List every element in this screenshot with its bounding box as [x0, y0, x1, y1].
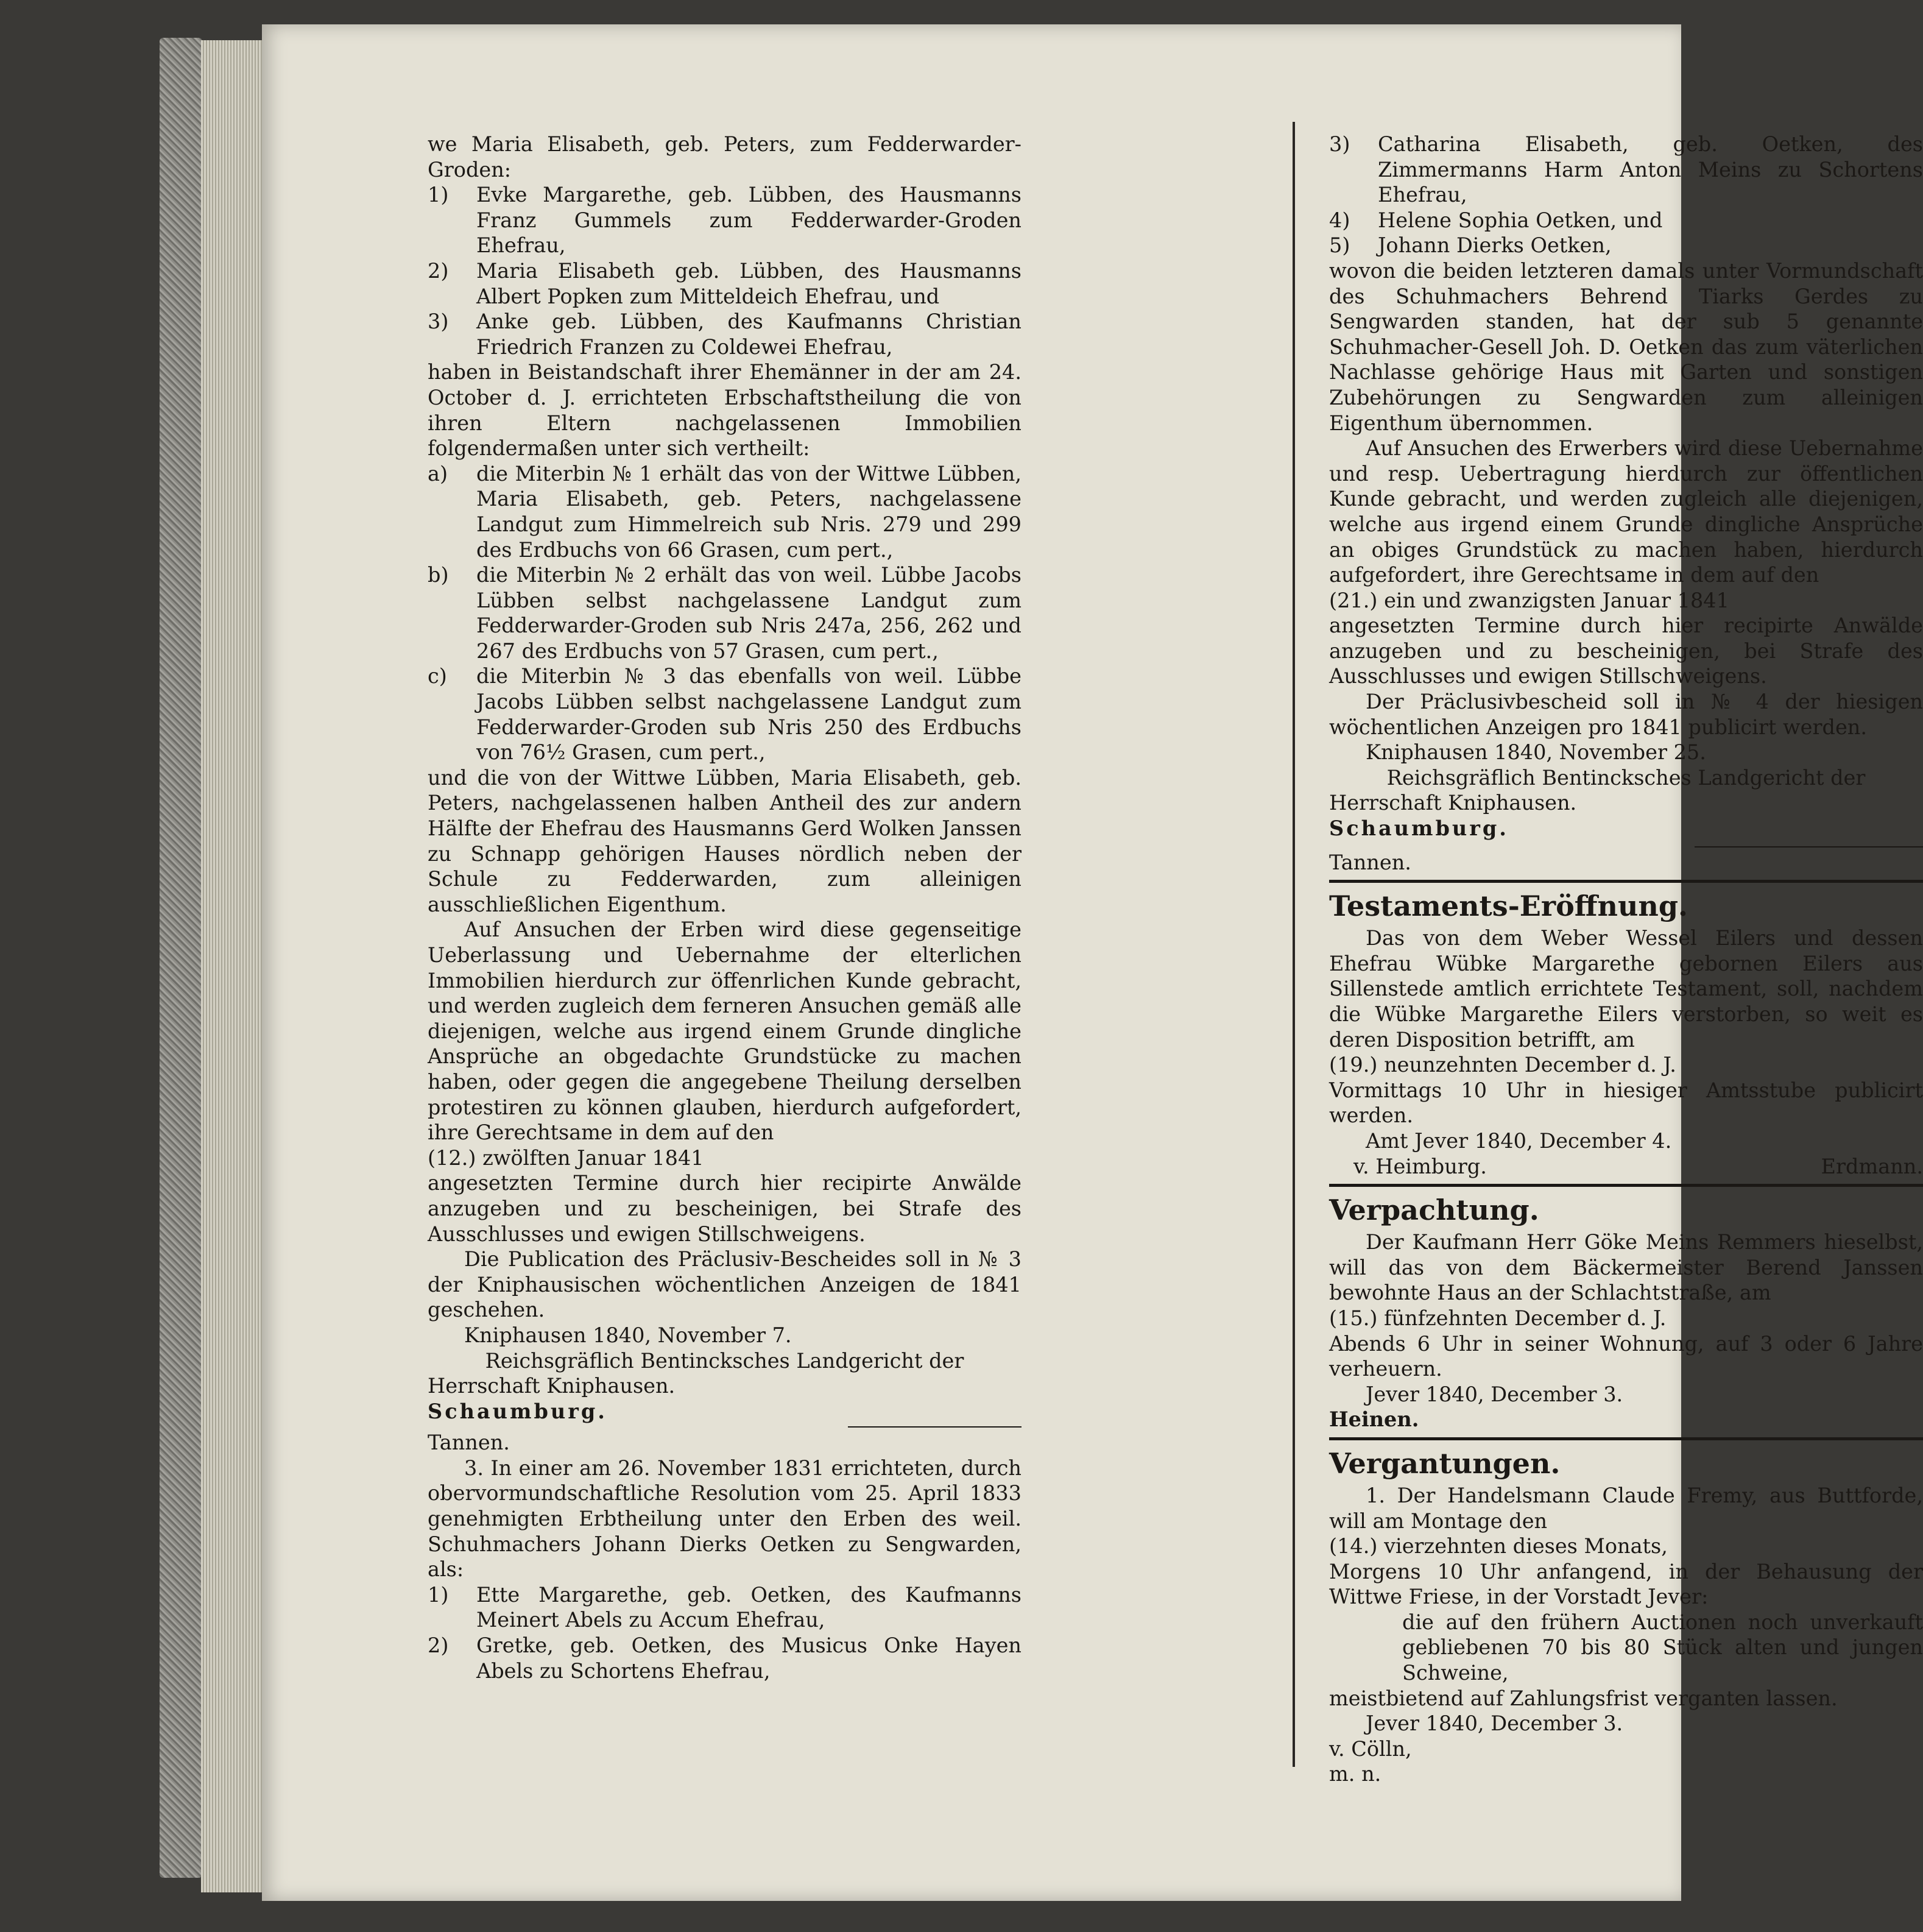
dateline: Kniphausen 1840, November 7. — [464, 1323, 792, 1347]
list-item — [428, 461, 1021, 562]
item-number: 4) — [1329, 208, 1350, 232]
list-item — [428, 562, 1021, 663]
section-rule — [1329, 1184, 1923, 1187]
list-item — [428, 182, 1021, 258]
signature: Tannen. — [428, 1431, 510, 1455]
signature: v. Heimburg. — [1353, 1154, 1487, 1178]
list-item — [428, 258, 1021, 309]
term-date: (12.) zwölften Januar 1841 — [428, 1145, 704, 1170]
list-item — [1329, 132, 1923, 208]
heirs-list-2 — [428, 1582, 1021, 1683]
signature: v. Cölln, — [1329, 1736, 1412, 1761]
signature-row — [1329, 1154, 1923, 1180]
list-item — [428, 309, 1021, 359]
item-number: 5) — [1329, 233, 1350, 258]
section-heading-testament: Testaments-Eröffnung. — [1329, 890, 1688, 923]
shares-list — [428, 461, 1021, 765]
item-letter: a) — [428, 461, 448, 486]
list-item — [1329, 233, 1923, 258]
right-column — [1329, 132, 1923, 1787]
signature: Schaumburg. — [428, 1399, 607, 1423]
list-item — [428, 1633, 1021, 1683]
paragraph: Der Präclusivbescheid soll in № 4 der hiesigen wöchentlichen Anzeigen pro 1841 publicirt werden. — [1329, 690, 1923, 739]
paragraph: wovon die beiden letzteren damals unter Vormundschaft des Schuhmachers Behrend Tiarks Gerdes zu Sengwarden standen, hat der sub 5 genannte Schuhmacher-Gesell Joh. D. Oetken das zum väterlichen Nachlasse gehörige Haus mit Garten und sonstigen Zubehörungen zu Sengwarden zum alleinigen Eigenthum übernommen. — [1329, 258, 1923, 435]
list-item — [1329, 208, 1923, 233]
paragraph: Der Kaufmann Herr Göke Meins Remmers hieselbst, will das von dem Bäckermeister Berend Janssen bewohnte Haus an der Schlachtstraße, am — [1329, 1230, 1923, 1305]
item-number: 2) — [428, 258, 449, 283]
item-letter: b) — [428, 563, 449, 587]
item-text: die Miterbin № 2 erhält das von weil. Lübbe Jacobs Lübben selbst nachgelassene Landgut zum Fedderwarder-Groden sub Nris 247a, 256, 262 und 267 des Erdbuchs von 57 Grasen, cum pert., — [476, 563, 1021, 663]
item-text: die Miterbin № 3 das ebenfalls von weil. Lübbe Jacobs Lübben selbst nachgelassene Landgut zum Fedderwarder-Groden sub Nris 250 des Erdbuchs von 76½ Grasen, cum pert., — [476, 664, 1021, 765]
dateline: Kniphausen 1840, November 25. — [1366, 740, 1706, 765]
item-text: Johann Dierks Oetken, — [1378, 233, 1612, 258]
paragraph: 3. In einer am 26. November 1831 errichteten, durch obervormundschaftliche Resolution vom 25. April 1833 genehmigten Erbtheilung unter den Erben des weil. Schuhmachers Johann Dierks Oetken zu Sengwarden, als: — [428, 1456, 1021, 1582]
section-rule — [1329, 1437, 1923, 1440]
paragraph: Auf Ansuchen des Erwerbers wird diese Uebernahme und resp. Uebertragung hierdurch zur öffentlichen Kunde gebracht, und werden zugleich alle diejenigen, welche aus irgend einem Grunde dingliche Ansprüche an obiges Grundstück zu machen haben, hierdurch aufgefordert, ihre Gerechtsame in dem auf den — [1329, 436, 1923, 587]
paragraph: die auf den frühern Auctionen noch unverkauft gebliebenen 70 bis 80 Stück alten und jungen Schweine, — [1402, 1610, 1923, 1685]
paragraph: haben in Beistandschaft ihrer Ehemänner in der am 24. October d. J. errichteten Erbschaftstheilung die von ihren Eltern nachgelassenen Immobilien folgendermaßen unter sich vertheilt: — [428, 360, 1021, 461]
dateline: Jever 1840, December 3. — [1366, 1711, 1623, 1736]
list-item — [428, 1582, 1021, 1633]
heirs-list-3 — [1329, 132, 1923, 258]
paragraph: Das von dem Weber Wessel Eilers und dessen Ehefrau Wübke Margarethe gebornen Eilers aus Sillenstede amtlich errichtete Testament, soll, nachdem die Wübke Margarethe Eilers verstorben, so weit es deren Disposition betrifft, am — [1329, 926, 1923, 1052]
item-text: die Miterbin № 1 erhält das von der Wittwe Lübben, Maria Elisabeth, geb. Peters, nachgelassene Landgut zum Himmelreich sub Nris. 279 und 299 des Erdbuchs von 66 Grasen, cum pert., — [476, 461, 1021, 562]
item-text: Catharina Elisabeth, geb. Oetken, des Zimmermanns Harm Anton Meins zu Schortens Ehefrau, — [1378, 132, 1923, 207]
intro-text: we Maria Elisabeth, geb. Peters, zum Fedderwarder-Groden: — [428, 132, 1021, 182]
term-date: (21.) ein und zwanzigsten Januar 1841 — [1329, 588, 1729, 612]
signature: Erdmann. — [1821, 1154, 1923, 1178]
paragraph: angesetzten Termine durch hier recipirte Anwälde anzugeben und zu bescheinigen, bei Strafe des Ausschlusses und ewigen Stillschweigens. — [1329, 614, 1923, 688]
signature: Schaumburg. — [1329, 816, 1509, 841]
signature: Heinen. — [1329, 1407, 1419, 1432]
paragraph: Abends 6 Uhr in seiner Wohnung, auf 3 oder 6 Jahre verheuern. — [1329, 1331, 1923, 1381]
section-heading-vergantungen: Vergantungen. — [1329, 1446, 1561, 1480]
column-divider — [1293, 122, 1295, 1767]
signature-rule — [1695, 846, 1923, 847]
item-number: 1) — [428, 183, 449, 207]
item-text: Gretke, geb. Oetken, des Musicus Onke Hayen Abels zu Schortens Ehefrau, — [476, 1633, 1021, 1683]
item-text: Anke geb. Lübben, des Kaufmanns Christian Friedrich Franzen zu Coldewei Ehefrau, — [476, 310, 1021, 359]
list-item — [428, 663, 1021, 765]
signature: Tannen. — [1329, 850, 1411, 874]
item-number: 3) — [1329, 132, 1350, 156]
paragraph: Die Publication des Präclusiv-Bescheides soll in № 3 der Kniphausischen wöchentlichen Anzeigen de 1841 geschehen. — [428, 1247, 1021, 1322]
signature-rule — [848, 1426, 1021, 1428]
item-number: 2) — [428, 1633, 449, 1658]
paragraph: 1. Der Handelsmann Claude Fremy, aus Buttforde, will am Montage den — [1329, 1483, 1923, 1533]
dateline: Jever 1840, December 3. — [1366, 1382, 1623, 1406]
paragraph: Vormittags 10 Uhr in hiesiger Amtsstube publicirt werden. — [1329, 1078, 1923, 1128]
left-column — [428, 132, 1021, 1683]
item-number: 1) — [428, 1582, 449, 1607]
term-date: (14.) vierzehnten dieses Monats, — [1329, 1534, 1668, 1559]
court-name: Reichsgräflich Bentincksches Landgericht der Herrschaft Kniphausen. — [428, 1348, 964, 1398]
term-date: (15.) fünfzehnten December d. J. — [1329, 1306, 1667, 1330]
signature: m. n. — [1329, 1762, 1381, 1786]
item-text: Evke Margarethe, geb. Lübben, des Hausmanns Franz Gummels zum Fedderwarder-Groden Ehefrau, — [476, 183, 1021, 258]
paragraph: und die von der Wittwe Lübben, Maria Elisabeth, geb. Peters, nachgelassenen halben Antheil des zur andern Hälfte der Ehefrau des Hausmanns Gerd Wolken Janssen zu Schnapp gehörigen Hauses nördlich neben der Schule zu Fedderwarden, zum alleinigen ausschließlichen Eigenthum. — [428, 765, 1021, 916]
item-text: Ette Margarethe, geb. Oetken, des Kaufmanns Meinert Abels zu Accum Ehefrau, — [476, 1582, 1021, 1632]
paragraph: angesetzten Termine durch hier recipirte Anwälde anzugeben und zu bescheinigen, bei Strafe des Ausschlusses und ewigen Stillschweigens. — [428, 1171, 1021, 1246]
section-heading-verpachtung: Verpachtung. — [1329, 1194, 1539, 1227]
dateline: Amt Jever 1840, December 4. — [1366, 1128, 1672, 1153]
item-number: 3) — [428, 310, 449, 334]
book-spine — [160, 38, 202, 1878]
section-rule — [1329, 880, 1923, 883]
court-name: Reichsgräflich Bentincksches Landgericht der Herrschaft Kniphausen. — [1329, 765, 1866, 815]
paragraph: Morgens 10 Uhr anfangend, in der Behausung der Wittwe Friese, in der Vorstadt Jever: — [1329, 1559, 1923, 1609]
term-date: (19.) neunzehnten December d. J. — [1329, 1053, 1676, 1077]
paragraph: meistbietend auf Zahlungsfrist verganten lassen. — [1329, 1686, 1838, 1710]
item-text: Helene Sophia Oetken, und — [1378, 208, 1663, 232]
item-letter: c) — [428, 664, 447, 688]
paragraph: Auf Ansuchen der Erben wird diese gegenseitige Ueberlassung und Uebernahme der elterlichen Immobilien hierdurch zur öffenrlichen Kunde gebracht, und werden zugleich dem ferneren Ansuchen gemäß alle diejenigen, welche aus irgend einem Grunde dingliche Ansprüche an obgedachte Grundstücke zu machen haben, oder gegen die angegebene Theilung derselben protestiren zu können glauben, hierdurch aufgefordert, ihre Gerechtsame in dem auf den — [428, 918, 1021, 1145]
newspaper-page — [262, 24, 1923, 1901]
heirs-list-1 — [428, 182, 1021, 359]
item-text: Maria Elisabeth geb. Lübben, des Hausmanns Albert Popken zum Mitteldeich Ehefrau, und — [476, 258, 1021, 308]
